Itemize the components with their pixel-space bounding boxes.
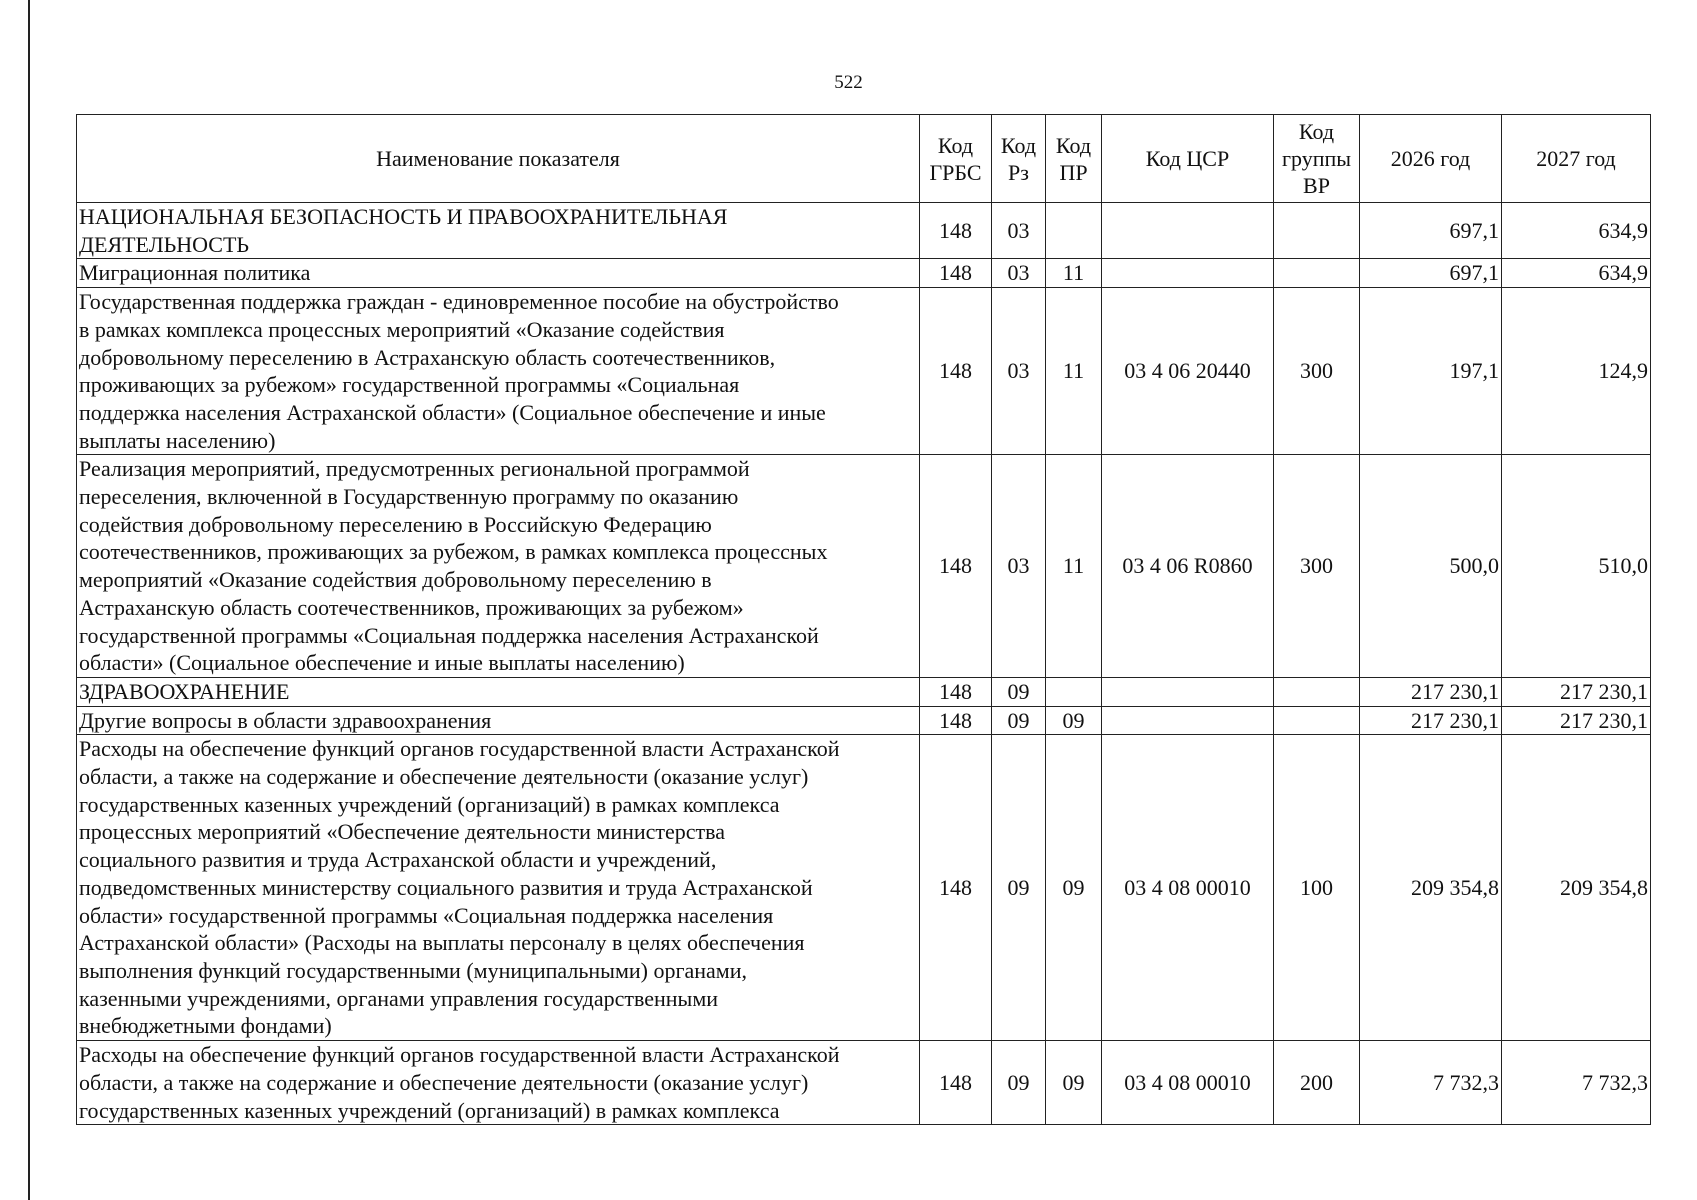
row-name-line: казенными учреждениями, органами управления государственными: [79, 985, 719, 1011]
row-name: [77, 735, 920, 1041]
header-grbs: [920, 115, 992, 203]
row-vr: 300: [1274, 288, 1360, 455]
row-amount-2027: 510,0: [1502, 455, 1651, 678]
row-csr: [1102, 706, 1274, 735]
row-vr: [1274, 203, 1360, 259]
row-rz: 09: [992, 735, 1046, 1041]
row-csr: 03 4 06 20440: [1102, 288, 1274, 455]
row-name: [77, 706, 920, 735]
row-name-line: Реализация мероприятий, предусмотренных региональной программой: [79, 456, 750, 482]
header-pr-line: Код: [1055, 132, 1092, 158]
row-vr: [1274, 259, 1360, 288]
row-amount-2026: 697,1: [1360, 259, 1502, 288]
row-name-line: соотечественников, проживающих за рубежом, в рамках комплекса процессных: [79, 539, 828, 565]
row-vr: 300: [1274, 455, 1360, 678]
row-csr: [1102, 203, 1274, 259]
row-name-line: области» (Социальное обеспечение и иные выплаты населению): [79, 650, 685, 676]
row-grbs: 148: [920, 706, 992, 735]
header-rz: [992, 115, 1046, 203]
row-csr: 03 4 06 R0860: [1102, 455, 1274, 678]
row-name-line: государственных казенных учреждений (организаций) в рамках комплекса: [79, 1097, 780, 1123]
row-amount-2026: 7 732,3: [1360, 1041, 1502, 1125]
row-name-line: Расходы на обеспечение функций органов государственной власти Астраханской: [79, 1042, 840, 1068]
page-number: 522: [834, 72, 863, 93]
row-rz: 09: [992, 677, 1046, 706]
row-name: [77, 1041, 920, 1125]
row-name-line: области, а также на содержание и обеспечение деятельности (оказание услуг): [79, 764, 809, 790]
row-name-line: Государственная поддержка граждан - единовременное пособие на обустройство: [79, 289, 839, 315]
header-rz-line: Код: [1000, 132, 1037, 158]
row-grbs: 148: [920, 1041, 992, 1125]
table-row: [77, 735, 1651, 1041]
row-name-line: проживающих за рубежом» государственной программы «Социальная: [79, 372, 740, 398]
row-amount-2026: 217 230,1: [1360, 677, 1502, 706]
row-name-line: Астраханскую область соотечественников, проживающих за рубежом»: [79, 594, 744, 620]
row-name-line: Астраханской области» (Расходы на выплаты персоналу в целях обеспечения: [79, 930, 805, 956]
header-grbs-line: ГРБС: [929, 159, 982, 185]
budget-table: [76, 114, 1651, 1125]
header-vr-line: группы: [1281, 146, 1352, 171]
table-row: [77, 1041, 1651, 1125]
row-name-line: области, а также на содержание и обеспечение деятельности (оказание услуг): [79, 1069, 809, 1095]
row-name-line: внебюджетными фондами): [79, 1013, 332, 1039]
row-name-line: мероприятий «Оказание содействия добровольному переселению в: [79, 567, 712, 593]
table-row: [77, 259, 1651, 288]
table-row: [77, 706, 1651, 735]
row-name-line: государственных казенных учреждений (организаций) в рамках комплекса: [79, 791, 780, 817]
table-row: [77, 288, 1651, 455]
row-grbs: 148: [920, 735, 992, 1041]
row-grbs: 148: [920, 455, 992, 678]
row-csr: [1102, 259, 1274, 288]
header-vr: [1274, 115, 1360, 203]
header-rz-line: Рз: [1008, 159, 1029, 185]
row-name-line: добровольному переселению в Астраханскую область соотечественников,: [79, 344, 776, 370]
row-grbs: 148: [920, 203, 992, 259]
header-csr: Код ЦСР: [1102, 115, 1274, 203]
row-name-line: содействия добровольному переселению в Российскую Федерацию: [79, 511, 712, 537]
row-rz: 03: [992, 259, 1046, 288]
row-grbs: 148: [920, 288, 992, 455]
header-name: Наименование показателя: [77, 115, 920, 203]
row-amount-2026: 197,1: [1360, 288, 1502, 455]
header-pr-line: ПР: [1059, 159, 1088, 185]
row-pr: 11: [1046, 288, 1102, 455]
row-amount-2026: 217 230,1: [1360, 706, 1502, 735]
row-name-line: процессных мероприятий «Обеспечение деятельности министерства: [79, 819, 726, 845]
row-pr: 09: [1046, 735, 1102, 1041]
row-vr: [1274, 706, 1360, 735]
row-pr: 09: [1046, 706, 1102, 735]
row-name-line: области» государственной программы «Социальная поддержка населения: [79, 902, 774, 928]
row-name: [77, 455, 920, 678]
row-csr: [1102, 677, 1274, 706]
row-amount-2027: 124,9: [1502, 288, 1651, 455]
table-body: [77, 203, 1651, 1125]
row-name-line: выплаты населению): [79, 427, 276, 453]
row-amount-2027: 7 732,3: [1502, 1041, 1651, 1125]
row-amount-2026: 697,1: [1360, 203, 1502, 259]
row-name-line: выполнения функций государственными (муниципальными) органами,: [79, 957, 748, 983]
header-grbs-line: Код: [937, 132, 974, 158]
row-csr: 03 4 08 00010: [1102, 735, 1274, 1041]
row-grbs: 148: [920, 259, 992, 288]
row-name-line: государственной программы «Социальная поддержка населения Астраханской: [79, 622, 819, 648]
row-pr: [1046, 677, 1102, 706]
row-name-line: НАЦИОНАЛЬНАЯ БЕЗОПАСНОСТЬ И ПРАВООХРАНИТЕЛЬНАЯ: [79, 204, 728, 229]
row-name-line: подведомственных министерству социального развития и труда Астраханской: [79, 874, 813, 900]
row-name-line: ДЕЯТЕЛЬНОСТЬ: [79, 231, 250, 257]
row-name-line: ЗДРАВООХРАНЕНИЕ: [79, 678, 290, 704]
table-row: [77, 455, 1651, 678]
row-amount-2027: 217 230,1: [1502, 677, 1651, 706]
row-rz: 09: [992, 1041, 1046, 1125]
row-rz: 09: [992, 706, 1046, 735]
row-grbs: 148: [920, 677, 992, 706]
row-name-line: переселения, включенной в Государственную программу по оказанию: [79, 484, 739, 510]
row-vr: 100: [1274, 735, 1360, 1041]
table-row: [77, 677, 1651, 706]
row-amount-2027: 634,9: [1502, 259, 1651, 288]
row-name-line: Миграционная политика: [79, 260, 311, 286]
row-rz: 03: [992, 288, 1046, 455]
header-vr-line: ВР: [1303, 173, 1330, 198]
row-name-line: поддержка населения Астраханской области» (Социальное обеспечение и иные: [79, 399, 826, 425]
row-rz: 03: [992, 455, 1046, 678]
header-pr: [1046, 115, 1102, 203]
row-name-line: Другие вопросы в области здравоохранения: [79, 707, 492, 733]
row-pr: 11: [1046, 259, 1102, 288]
binding-edge-line: [28, 0, 30, 1200]
row-amount-2027: 209 354,8: [1502, 735, 1651, 1041]
row-name-line: социального развития и труда Астраханской области и учреждений,: [79, 847, 717, 873]
table-row: [77, 203, 1651, 259]
header-year-2027: 2027 год: [1502, 115, 1651, 203]
row-amount-2026: 500,0: [1360, 455, 1502, 678]
row-pr: [1046, 203, 1102, 259]
row-name-line: Расходы на обеспечение функций органов государственной власти Астраханской: [79, 736, 840, 762]
row-rz: 03: [992, 203, 1046, 259]
row-pr: 11: [1046, 455, 1102, 678]
row-name: [77, 677, 920, 706]
row-name: [77, 288, 920, 455]
header-year-2026: 2026 год: [1360, 115, 1502, 203]
row-name: [77, 259, 920, 288]
row-amount-2026: 209 354,8: [1360, 735, 1502, 1041]
row-vr: [1274, 677, 1360, 706]
row-vr: 200: [1274, 1041, 1360, 1125]
row-pr: 09: [1046, 1041, 1102, 1125]
row-name-line: в рамках комплекса процессных мероприятий «Оказание содействия: [79, 316, 725, 342]
row-amount-2027: 634,9: [1502, 203, 1651, 259]
header-vr-line: Код: [1298, 119, 1335, 144]
table-header-row: [77, 115, 1651, 203]
row-name: [77, 203, 920, 259]
row-amount-2027: 217 230,1: [1502, 706, 1651, 735]
row-csr: 03 4 08 00010: [1102, 1041, 1274, 1125]
